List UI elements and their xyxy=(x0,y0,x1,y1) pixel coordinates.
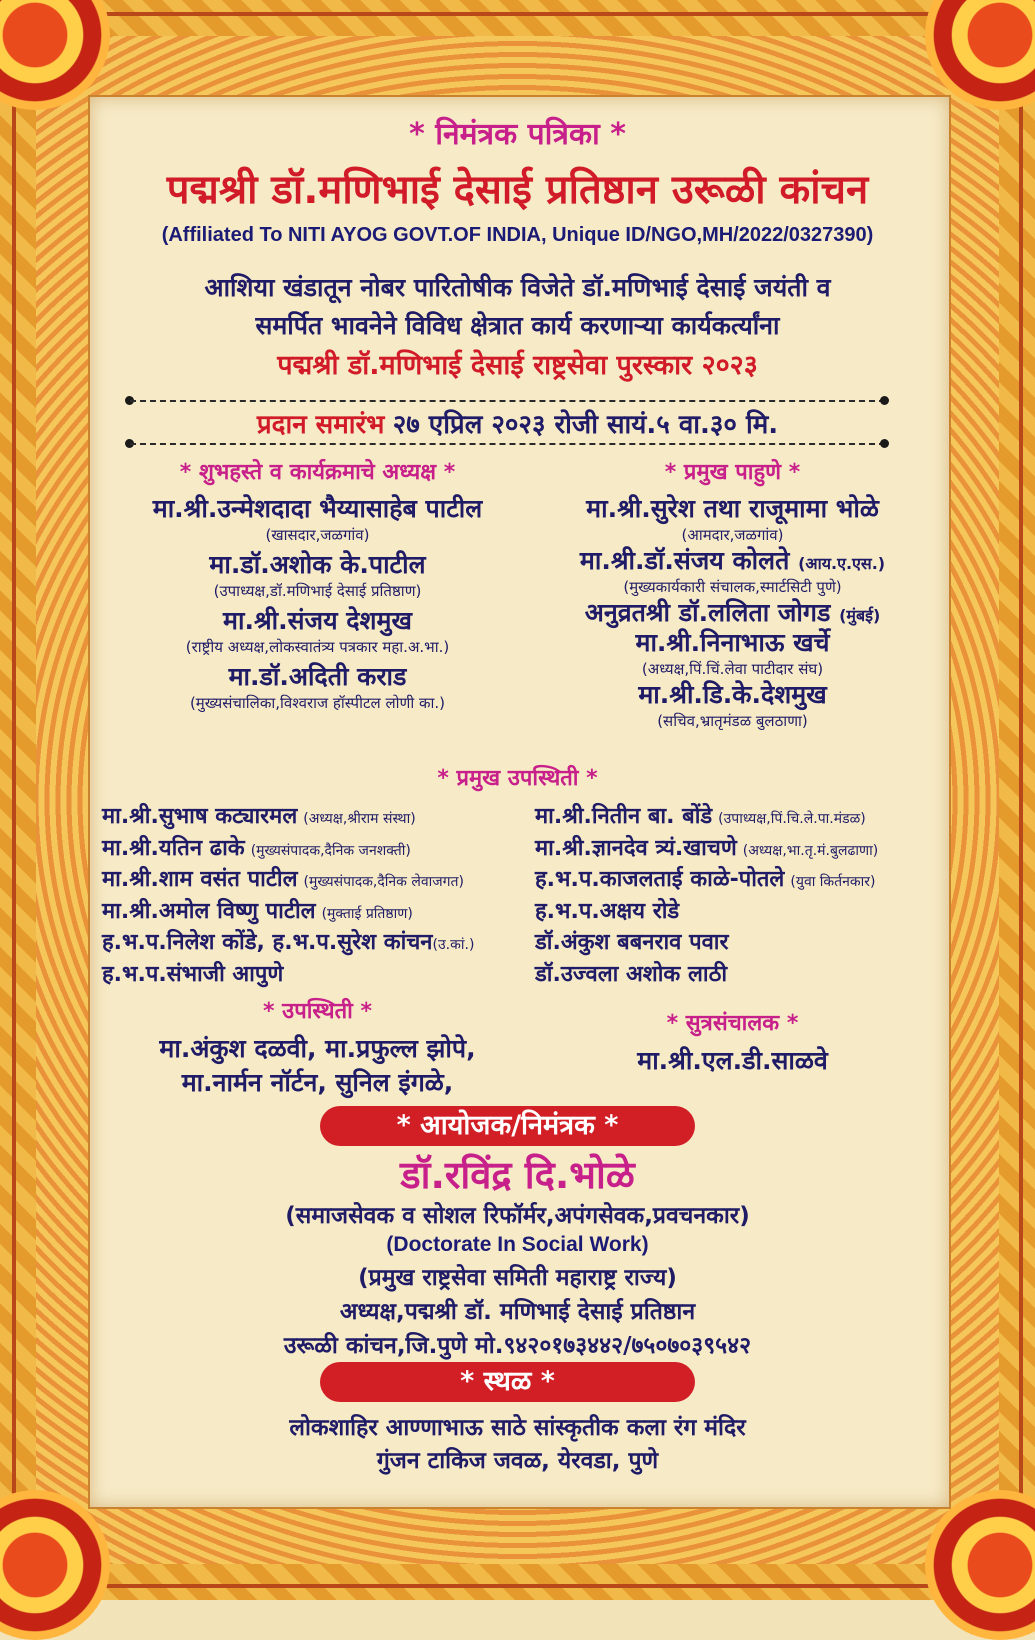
organizer-name: डॉ.रविंद्र दि.भोळे xyxy=(400,1153,635,1197)
chief-name: मा.डॉ.अदिती कराड xyxy=(228,662,407,691)
presence-name: ह.भ.प.संभाजी आपुणे xyxy=(102,961,284,987)
chief-name: मा.श्री.उन्मेशदादा भैय्यासाहेब पाटील xyxy=(152,494,483,523)
chief-heading: * शुभहस्ते व कार्यक्रमाचे अध्यक्ष * xyxy=(179,460,456,485)
presence-role: (मुख्यसंपादक,दैनिक जनशक्ती) xyxy=(250,842,411,859)
guest-suffix: (मुंबई) xyxy=(839,606,881,625)
chief-role: (मुख्यसंचालिका,विश्वराज हॉस्पीटल लोणी का.) xyxy=(189,694,446,712)
guest-name-line xyxy=(520,598,945,628)
presence-role: (अध्यक्ष,भा.तृ.मं.बुलढाणा) xyxy=(742,842,879,859)
list-item xyxy=(102,800,474,832)
award-title: पद्मश्री डॉ.मणिभाई देसाई राष्ट्रसेवा पुरस्कार २०२३ xyxy=(277,350,758,381)
organizer-banner: * आयोजक/निमंत्रक * xyxy=(320,1106,695,1146)
venue-banner: * स्थळ * xyxy=(320,1362,695,1402)
presence-name: ह.भ.प.काजलताई काळे-पोतले xyxy=(535,867,785,892)
organizer-contact: उरूळी कांचन,जि.पुणे मो.९४२०१७३४४२/७५०७०३९५४२ xyxy=(283,1333,752,1359)
intro-line-2: समर्पित भावनेने विविध क्षेत्रात कार्य करणाऱ्या कार्यकर्त्यांना xyxy=(255,311,780,340)
guest-role: (सचिव,भ्रातृमंडळ बुलठाणा) xyxy=(657,712,808,730)
guest-role: (आमदार,जळगांव) xyxy=(681,526,784,544)
list-item xyxy=(102,958,474,990)
intro-line-1: आशिया खंडातून नोबर पारितोषीक विजेते डॉ.मणिभाई देसाई जयंती व xyxy=(204,273,831,302)
presence-name: ह.भ.प.अक्षय रोडे xyxy=(535,898,680,924)
presence-role: (उ.कां.) xyxy=(432,937,475,953)
presence-right-list xyxy=(535,800,878,989)
presence-name: मा.श्री.यतिन ढाके xyxy=(102,835,245,861)
list-item xyxy=(535,926,878,958)
list-item xyxy=(102,863,474,895)
guest-name: अनुव्रतश्री डॉ.ललिता जोगड xyxy=(584,598,831,627)
presence-name: डॉ.उज्वला अशोक लाठी xyxy=(535,961,728,987)
organizer-line-4: अध्यक्ष,पद्मश्री डॉ. मणिभाई देसाई प्रतिष्ठान xyxy=(339,1299,696,1325)
guest-role: (अध्यक्ष,पिं.चिं.लेवा पाटीदार संघ) xyxy=(641,660,824,678)
anchor-heading: * सुत्रसंचालक * xyxy=(666,1011,799,1036)
list-item xyxy=(102,926,474,958)
guests-section xyxy=(520,456,945,732)
presence-name: डॉ.अंकुश बबनराव पवार xyxy=(535,930,729,955)
divider-bottom xyxy=(130,443,885,445)
venue-line-2: गुंजन टाकिज जवळ, येरवडा, पुणे xyxy=(376,1448,659,1474)
list-item xyxy=(102,895,474,927)
guest-name: मा.श्री.निनाभाऊ खर्चे xyxy=(635,628,830,657)
list-item xyxy=(102,832,474,864)
attendance-section xyxy=(105,994,530,1100)
guest-role: (मुख्यकार्यकारी संचालक,स्मार्टसिटी पुणे) xyxy=(623,578,842,596)
affiliation-text: (Affiliated To NITI AYOG GOVT.OF INDIA, Unique ID/NGO,MH/2022/0327390) xyxy=(161,224,874,246)
attendance-line-1: मा.अंकुश दळवी, मा.प्रफुल्ल झोपे, xyxy=(159,1034,476,1063)
divider-dot-right xyxy=(880,396,889,405)
presence-name: मा.श्री.अमोल विष्णु पाटील xyxy=(102,898,316,924)
anchor-section xyxy=(520,1006,945,1078)
guest-name-line xyxy=(520,546,945,576)
attendance-line-2: मा.नार्मन नॉर्टन, सुनिल इंगळे, xyxy=(181,1068,454,1097)
list-item xyxy=(535,958,878,990)
organizer-line-2: (Doctorate In Social Work) xyxy=(386,1233,649,1256)
chief-section xyxy=(105,456,530,714)
ceremony-datetime: २७ एप्रिल २०२३ रोजी सायं.५ वा.३० मि. xyxy=(392,410,779,440)
chief-role: (खासदार,जळगांव) xyxy=(265,526,370,544)
guest-suffix: (आय.ए.एस.) xyxy=(798,554,886,573)
presence-left-list xyxy=(102,800,474,989)
divider-top xyxy=(130,400,885,402)
list-item xyxy=(535,863,878,895)
presence-name: ह.भ.प.निलेश कोंडे, ह.भ.प.सुरेश कांचन xyxy=(102,930,433,955)
anchor-name: मा.श्री.एल.डी.साळवे xyxy=(637,1046,828,1075)
page-title: पद्मश्री डॉ.मणिभाई देसाई प्रतिष्ठान उरूळी कांचन xyxy=(166,167,869,213)
chief-role: (राष्ट्रीय अध्यक्ष,लोकस्वातंत्र्य पत्रकार महा.अ.भा.) xyxy=(185,638,450,656)
presence-role: (युवा किर्तनकार) xyxy=(790,874,876,890)
presence-role: (मुक्ताई प्रतिष्ठाण) xyxy=(321,905,413,922)
presence-name: मा.श्री.सुभाष कट्यारमल xyxy=(102,804,298,829)
attendance-heading: * उपस्थिती * xyxy=(263,999,372,1024)
organizer-line-3: (प्रमुख राष्ट्रसेवा समिती महाराष्ट्र राज्य) xyxy=(358,1265,677,1291)
guests-heading: * प्रमुख पाहुणे * xyxy=(664,460,801,485)
chief-role: (उपाध्यक्ष,डॉ.मणिभाई देसाई प्रतिष्ठाण) xyxy=(213,582,422,600)
guest-name: मा.श्री.सुरेश तथा राजूमामा भोळे xyxy=(586,494,879,523)
chief-name: मा.डॉ.अशोक के.पाटील xyxy=(209,550,426,579)
presence-name: मा.श्री.शाम वसंत पाटील xyxy=(102,867,298,892)
presence-role: (मुख्यसंपादक,दैनिक लेवाजगत) xyxy=(303,874,464,890)
guest-name: मा.श्री.डि.के.देशमुख xyxy=(638,680,827,709)
presence-role: (उपाध्यक्ष,पिं.चि.ले.पा.मंडळ) xyxy=(718,811,866,827)
presence-heading: * प्रमुख उपस्थिती * xyxy=(437,766,598,791)
guest-name: मा.श्री.डॉ.संजय कोलते xyxy=(579,546,790,575)
venue-line-1: लोकशाहिर आण्णाभाऊ साठे सांस्कृतीक कला रंग मंदिर xyxy=(289,1415,746,1441)
chief-name: मा.श्री.संजय देशमुख xyxy=(223,606,412,635)
invitation-kicker: * निमंत्रक पत्रिका * xyxy=(409,117,626,152)
divider-dot-right-2 xyxy=(880,439,889,448)
list-item xyxy=(535,895,878,927)
ceremony-label: प्रदान समारंभ xyxy=(256,410,385,440)
list-item xyxy=(535,800,878,832)
presence-name: मा.श्री.नितीन बा. बोंडे xyxy=(535,804,713,829)
ceremony-line xyxy=(0,405,1035,441)
presence-role: (अध्यक्ष,श्रीराम संस्था) xyxy=(303,811,416,827)
organizer-line-1: (समाजसेवक व सोशल रिफॉर्मर,अपंगसेवक,प्रवचनकार) xyxy=(285,1203,750,1229)
presence-name: मा.श्री.ज्ञानदेव त्र्यं.खाचणे xyxy=(535,835,737,861)
list-item xyxy=(535,832,878,864)
